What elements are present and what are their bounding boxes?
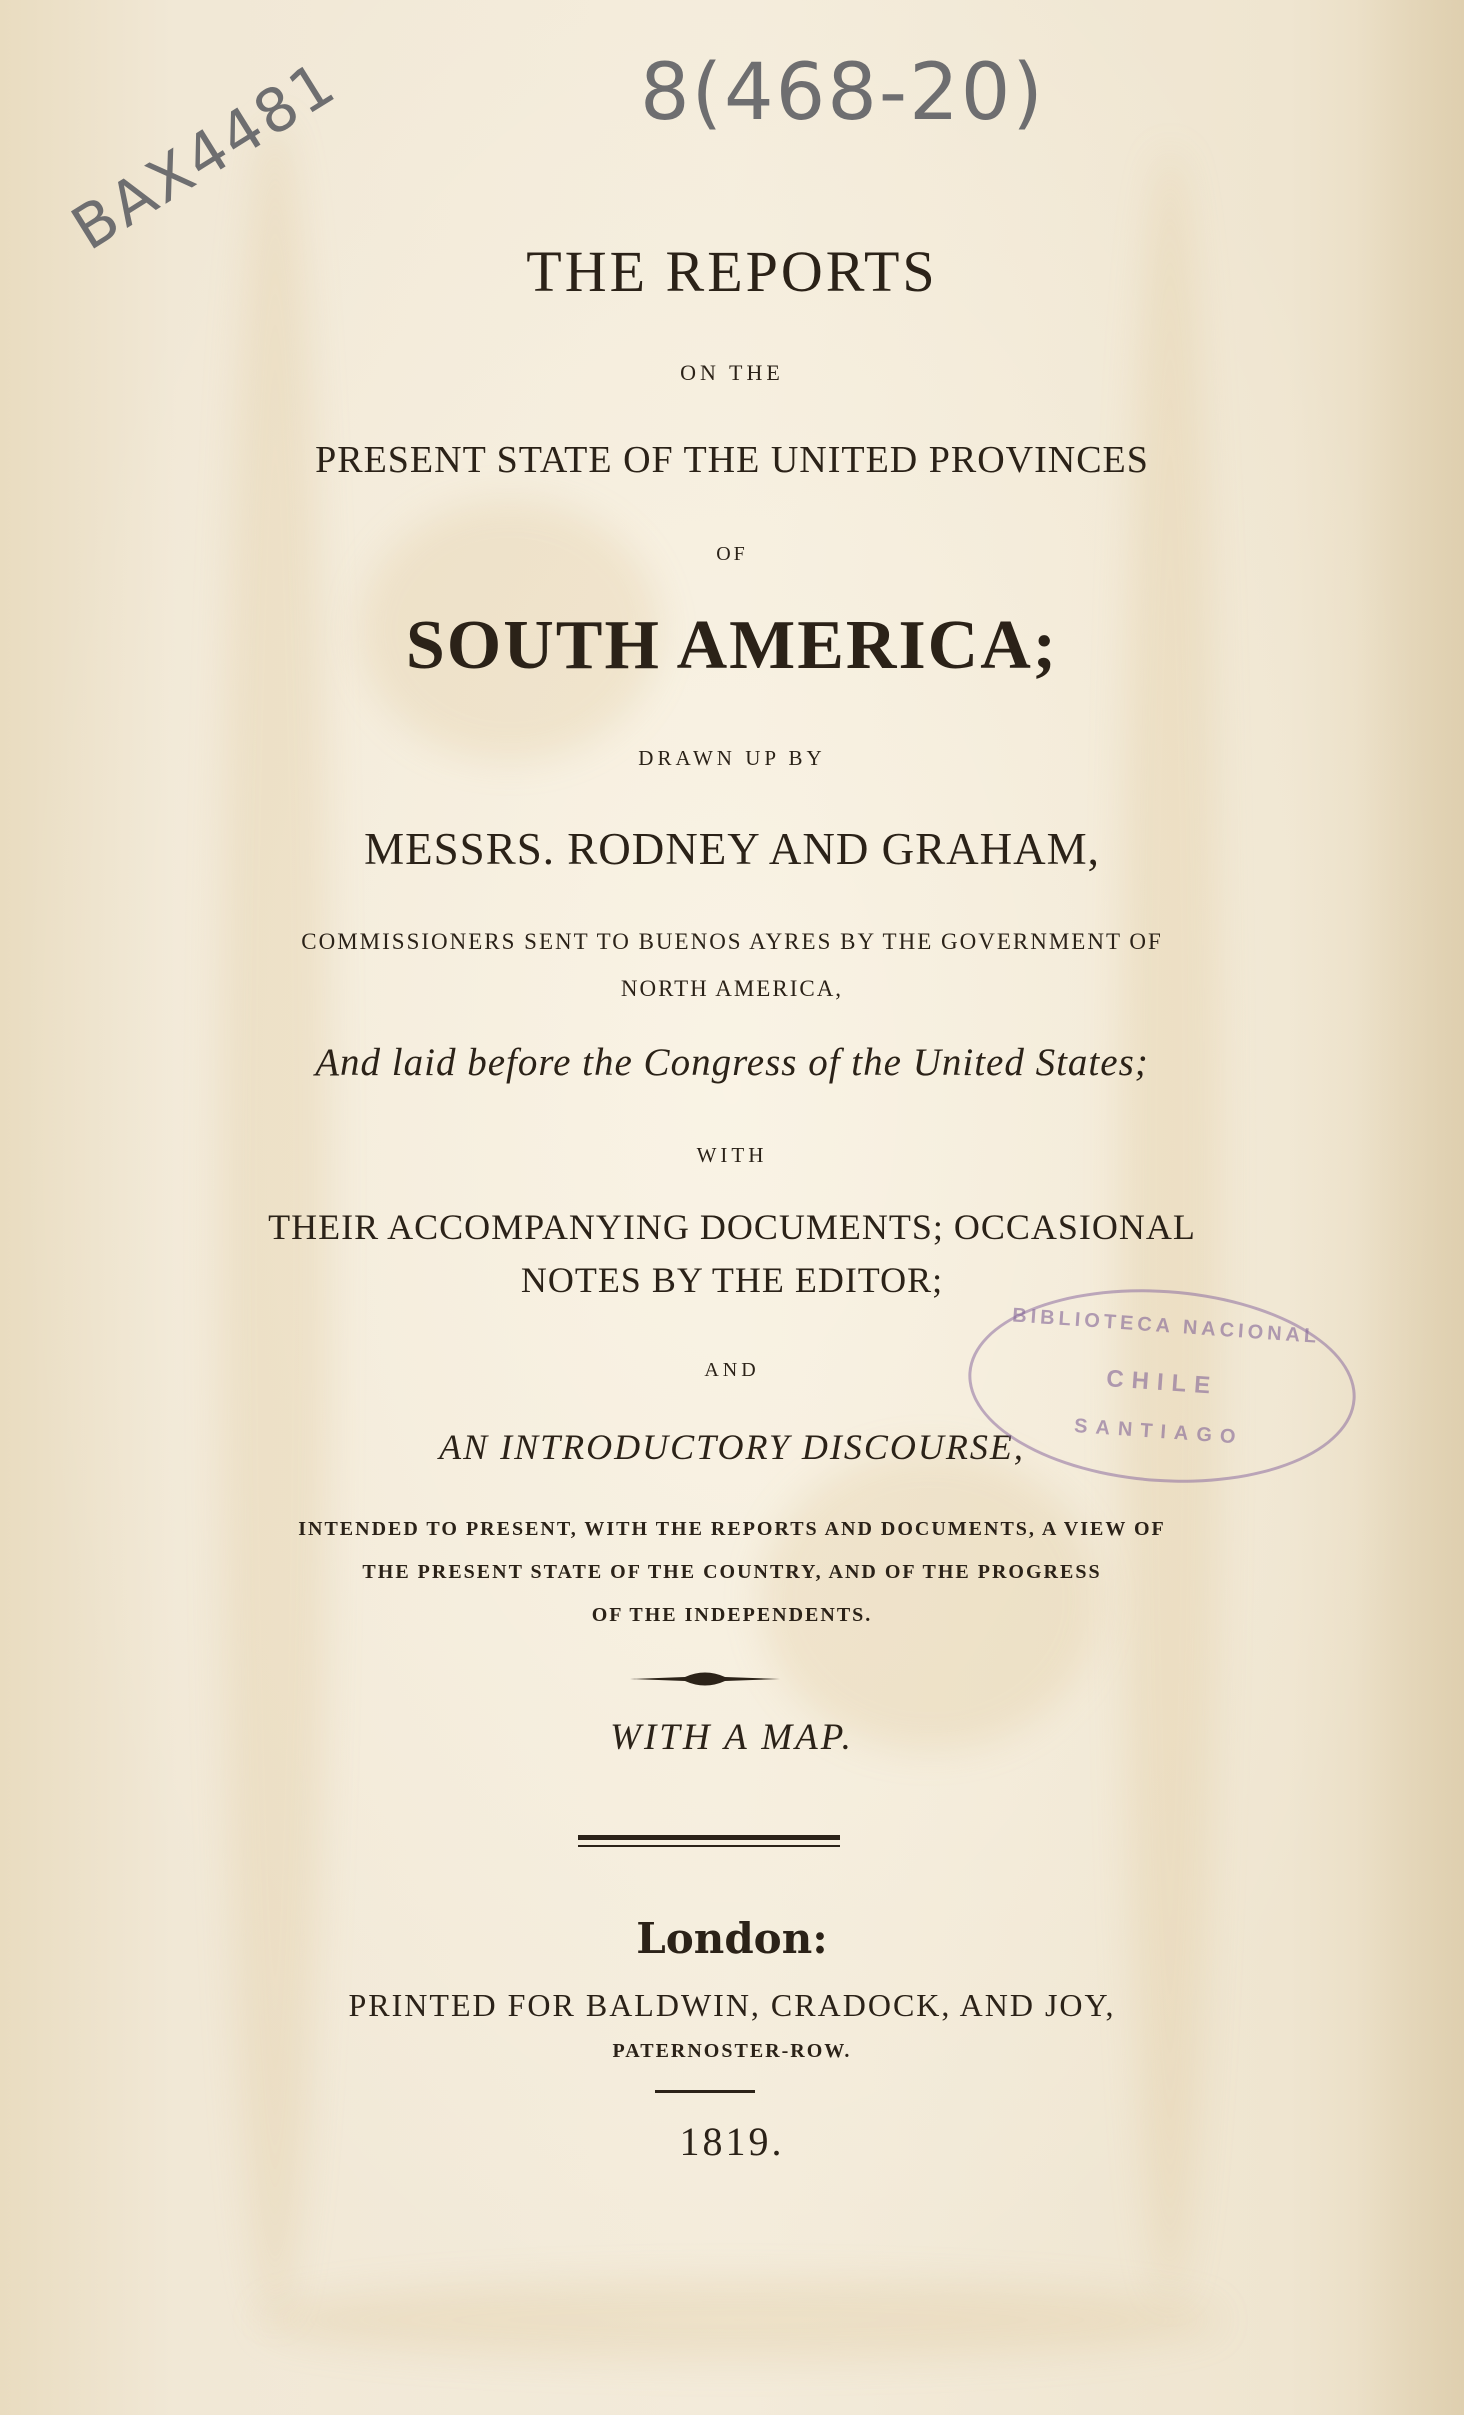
title-line: OF THE INDEPENDENTS. [591, 1604, 873, 1626]
title-line: PRESENT STATE OF THE UNITED PROVINCES [315, 439, 1149, 481]
authors-line: MESSRS. RODNEY AND GRAHAM, [364, 824, 1100, 874]
double-rule [578, 1835, 840, 1840]
map-note: WITH A MAP. [610, 1717, 854, 1758]
title-line: NOTES BY THE EDITOR; [520, 1260, 944, 1300]
title-line: THE PRESENT STATE OF THE COUNTRY, AND OF THE PROGRESS [362, 1561, 1102, 1583]
title-line: INTENDED TO PRESENT, WITH THE REPORTS AND DOCUMENTS, A VIEW OF [298, 1518, 1166, 1540]
title-line: COMMISSIONERS SENT TO BUENOS AYRES BY THE GOVERNMENT OF [301, 929, 1163, 954]
stamp-city: SANTIAGO [1073, 1415, 1245, 1449]
short-rule [655, 2090, 755, 2093]
title-line: OF [716, 543, 748, 565]
pencil-shelfmark: 8(468-20) [640, 48, 1045, 138]
foxing-stain [760, 1450, 1100, 1750]
imprint-city: London: [636, 1914, 828, 1963]
main-title: SOUTH AMERICA; [405, 607, 1059, 684]
title-line: And laid before the Congress of the United States; [315, 1041, 1149, 1084]
ornament-divider [630, 1668, 780, 1690]
pencil-accession-number: BAX4481 [60, 47, 349, 265]
title-line: THEIR ACCOMPANYING DOCUMENTS; OCCASIONAL [268, 1207, 1196, 1247]
imprint-year: 1819. [679, 2119, 785, 2164]
title-line: AN INTRODUCTORY DISCOURSE, [439, 1427, 1025, 1467]
stamp-country: CHILE [1105, 1365, 1220, 1400]
title-line: THE REPORTS [526, 239, 938, 304]
imprint-printer: PRINTED FOR BALDWIN, CRADOCK, AND JOY, [348, 1987, 1116, 2023]
imprint-address: PATERNOSTER-ROW. [612, 2040, 852, 2062]
title-line: DRAWN UP BY [638, 746, 826, 770]
title-line: AND [704, 1359, 760, 1381]
title-line: WITH [696, 1143, 768, 1167]
double-rule [578, 1845, 840, 1847]
title-line: ON THE [680, 360, 784, 385]
foxing-stain [260, 2280, 1220, 2360]
stamp-library-name: BIBLIOTECA NACIONAL [1011, 1304, 1321, 1348]
title-line: NORTH AMERICA, [620, 976, 844, 1001]
